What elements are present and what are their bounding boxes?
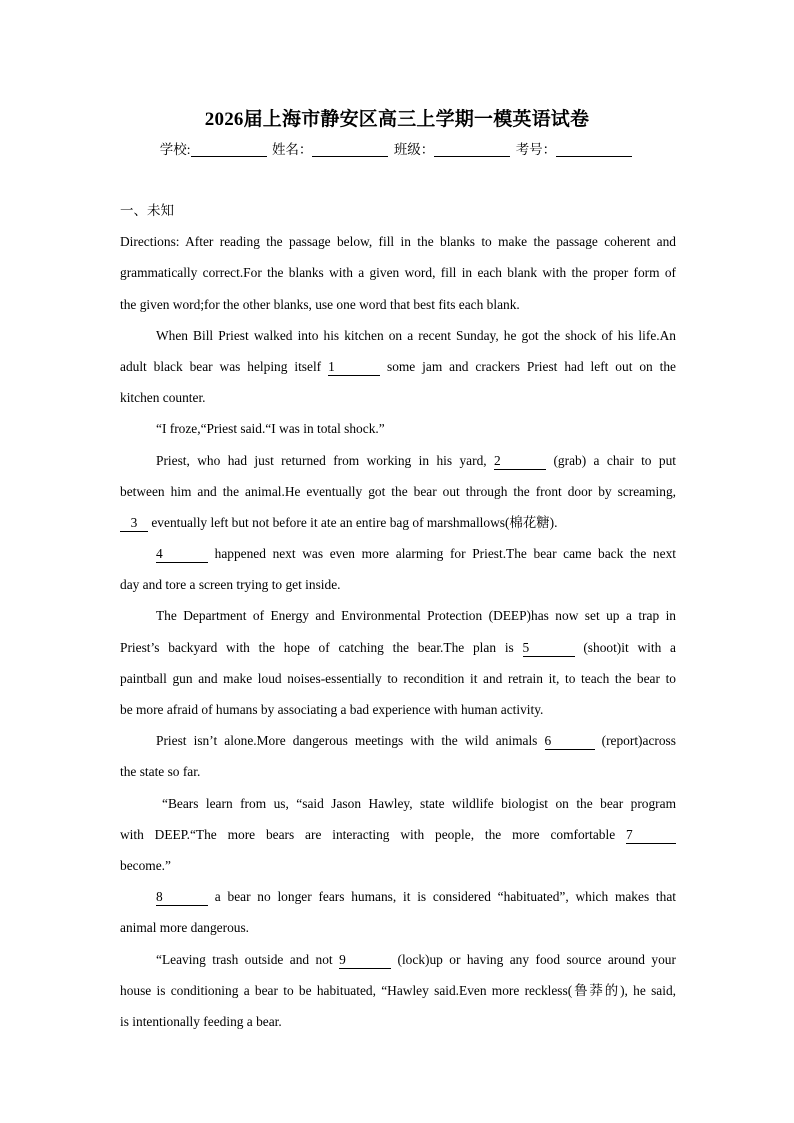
passage-line: “Bears learn from us, “said Jason Hawley, state wildlife biologist on the bear program xyxy=(162,795,676,811)
passage-text: happened next was even more alarming for Priest.The bear came back the next xyxy=(214,546,676,562)
passage-line: “I froze,“Priest said.“I was in total shock.” xyxy=(156,421,385,437)
blank-9[interactable]: 9 xyxy=(339,952,391,969)
name-blank[interactable] xyxy=(312,142,388,157)
question-content xyxy=(120,199,676,1041)
passage-text: (shoot)it with a xyxy=(583,639,677,655)
passage-text: “Leaving trash outside and not xyxy=(156,951,333,967)
school-label: 学校: xyxy=(159,142,191,157)
class-blank[interactable] xyxy=(434,142,510,157)
passage-line: kitchen counter. xyxy=(120,390,206,406)
passage-line: be more afraid of humans by associating a bad experience with human activity. xyxy=(120,702,544,717)
exam-title: 2026届上海市静安区高三上学期一模英语试卷 xyxy=(204,109,590,130)
passage-text: Priest’s backyard with the hope of catching the bear.The plan is xyxy=(120,639,514,655)
blank-5[interactable]: 5 xyxy=(523,640,575,657)
passage-line xyxy=(120,449,676,480)
passage-line: is intentionally feeding a bear. xyxy=(120,1013,282,1029)
passage-text: a bear no longer fears humans, it is considered “habituated”, which makes that xyxy=(214,889,676,905)
directions-line: Directions: After reading the passage below, fill in the blanks to make the passage coherent and xyxy=(120,234,676,250)
blank-8[interactable]: 8 xyxy=(156,889,208,906)
passage-line xyxy=(120,355,676,386)
passage-line: house is conditioning a bear to be habituated, “Hawley said.Even more reckless(鲁莽的), he said, xyxy=(120,982,676,998)
passage-text: Priest, who had just returned from working in his yard, xyxy=(156,452,487,468)
passage-line xyxy=(120,885,676,916)
passage-text: with DEEP.“The more bears are interacting with people, the more comfortable xyxy=(120,826,616,842)
blank-3[interactable]: 3 xyxy=(120,515,148,532)
school-blank[interactable] xyxy=(191,142,267,157)
exam-number-blank[interactable] xyxy=(556,142,632,157)
passage-line: day and tore a screen trying to get inside. xyxy=(120,577,341,593)
passage-line xyxy=(120,636,676,667)
blank-6[interactable]: 6 xyxy=(545,733,595,750)
passage-line: paintball gun and make loud noises-essentially to recondition it and retrain it, to teach the bear to xyxy=(120,670,676,686)
blank-7[interactable]: 7 xyxy=(626,827,676,844)
directions-line: grammatically correct.For the blanks with a given word, fill in each blank with the proper form of xyxy=(120,265,676,281)
passage-line: animal more dangerous. xyxy=(120,920,250,936)
directions-line: the given word;for the other blanks, use one word that best fits each blank. xyxy=(120,296,520,312)
passage-line xyxy=(120,729,676,760)
exam-number-label: 考号： xyxy=(515,142,557,157)
name-label: 姓名： xyxy=(271,142,313,157)
blank-2[interactable]: 2 xyxy=(494,453,546,470)
passage-line xyxy=(120,511,676,542)
class-label: 班级： xyxy=(393,142,435,157)
passage-line: The Department of Energy and Environmental Protection (DEEP)has now set up a trap in xyxy=(156,608,676,624)
passage-line xyxy=(120,542,676,573)
passage-text: (lock)up or having any food source around your xyxy=(397,951,676,967)
passage-line: between him and the animal.He eventually got the bear out through the front door by screaming, xyxy=(120,483,676,499)
passage-line xyxy=(120,823,676,854)
blank-1[interactable]: 1 xyxy=(328,359,380,376)
section-heading: 一、未知 xyxy=(120,203,174,218)
passage-text: (grab) a chair to put xyxy=(553,452,676,468)
passage-text: (report)across xyxy=(601,733,676,749)
passage-line: When Bill Priest walked into his kitchen on a recent Sunday, he got the shock of his life.An xyxy=(156,327,676,343)
blank-4[interactable]: 4 xyxy=(156,546,208,563)
passage-text: Priest isn’t alone.More dangerous meetings with the wild animals xyxy=(156,733,538,749)
passage-line xyxy=(120,948,676,979)
passage-text: some jam and crackers Priest had left out on the xyxy=(386,358,676,374)
student-info-row xyxy=(0,138,794,158)
passage-line: the state so far. xyxy=(120,764,201,780)
passage-line: become.” xyxy=(120,857,171,873)
passage-text: eventually left but not before it ate an entire bag of marshmallows(棉花糖). xyxy=(151,514,558,530)
passage-text: adult black bear was helping itself xyxy=(120,358,322,374)
